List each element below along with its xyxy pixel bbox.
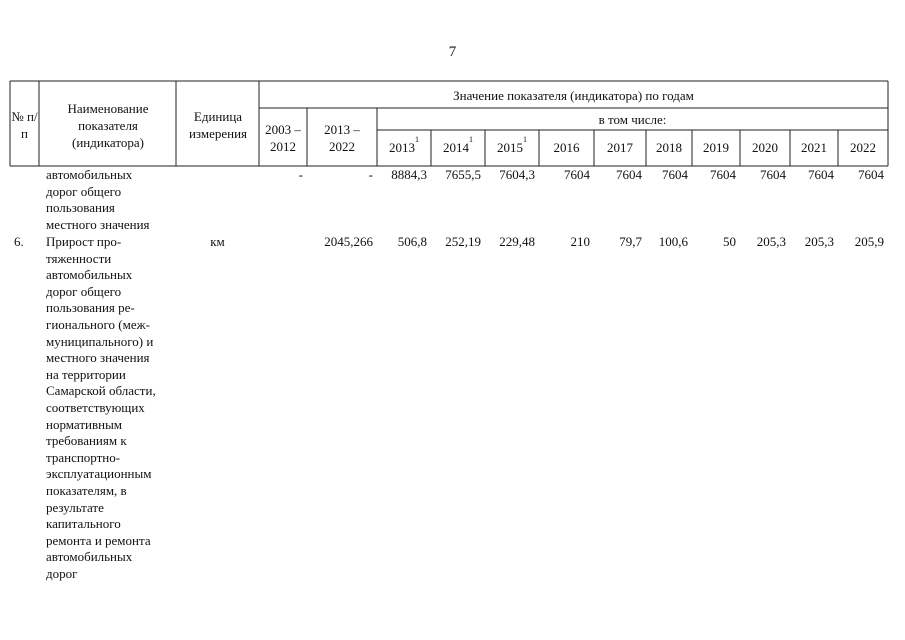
name-line: на территории	[46, 366, 126, 382]
row-6-name	[46, 234, 156, 582]
row-6-range2: 2045,266	[324, 234, 373, 249]
name-line: тяженности	[46, 250, 112, 266]
page-number: 7	[448, 44, 457, 60]
value-cell-2018: 100,6	[658, 234, 688, 249]
year-header-2015: 2015$^1$	[497, 134, 527, 155]
year-header-2019: 2019	[703, 140, 729, 155]
name-line: соответствующих	[46, 399, 145, 415]
name-line: Прирост про-	[46, 234, 122, 249]
header-indicator-name: Наименование показателя (индикатора)	[67, 101, 149, 150]
row-continuation-range2: -	[368, 167, 373, 182]
name-line: автомобильных	[46, 549, 133, 565]
footnote-mark: 1	[523, 134, 527, 144]
year-header-2021: 2021	[801, 140, 827, 155]
header-range-2003-2012: 2003 – 2012	[265, 122, 301, 154]
value-cell-2021: 205,3	[804, 234, 834, 249]
value-cell-2016: 210	[570, 234, 590, 249]
year-header-2020: 2020	[752, 140, 778, 155]
name-line: гионального (меж-	[46, 316, 150, 332]
value-cell-2019: 7604	[710, 167, 736, 182]
value-cell-2016: 7604	[564, 167, 590, 182]
value-cell-2014: 252,19	[445, 234, 481, 249]
value-cell-2015: 229,48	[499, 234, 535, 249]
name-line: дорог общего	[46, 183, 122, 199]
name-line: требованиям к	[46, 433, 127, 449]
name-line: эксплуатационным	[46, 466, 152, 482]
value-cell-2014: 7655,5	[445, 167, 481, 182]
year-header-2022: 2022	[850, 140, 876, 155]
year-header-2014: 2014$^1$	[443, 134, 473, 155]
value-cell-2020: 205,3	[756, 234, 786, 249]
value-cell-2019: 50	[723, 234, 736, 249]
value-cell-2022: 205,9	[854, 234, 884, 249]
header-including: в том числе:	[598, 112, 667, 127]
name-line: результате	[46, 499, 104, 515]
name-line: пользования	[46, 200, 115, 216]
header-number: № п/п	[11, 109, 38, 141]
name-line: капитального	[46, 516, 121, 532]
row-6-number: 6.	[14, 234, 24, 249]
name-line: нормативным	[46, 416, 123, 432]
footnote-mark: 1	[415, 134, 419, 144]
name-line: дорог общего	[46, 283, 122, 299]
name-line: муниципального) и	[46, 333, 154, 349]
name-line: транспортно-	[46, 449, 121, 465]
name-line: Самарской области,	[46, 383, 156, 399]
name-line: пользования ре-	[46, 300, 135, 316]
name-line: автомобильных	[46, 167, 133, 182]
header-values-by-year: Значение показателя (индикатора) по годам	[453, 88, 694, 103]
year-header-2018: 2018	[656, 140, 682, 155]
name-line: дорог	[46, 565, 78, 581]
value-cell-2020: 7604	[760, 167, 786, 182]
name-line: показателям, в	[46, 482, 127, 498]
row-continuation-range1: -	[298, 167, 303, 182]
value-cell-2013: 8884,3	[391, 167, 427, 182]
value-cell-2013: 506,8	[397, 234, 427, 249]
value-cell-2015: 7604,3	[499, 167, 535, 182]
name-line: ремонта и ремонта	[46, 532, 151, 548]
row-6-unit: км	[210, 234, 225, 249]
row-continuation-name	[46, 167, 150, 233]
year-header-2016: 2016	[553, 140, 580, 155]
footnote-mark: 1	[469, 134, 473, 144]
value-cell-2021: 7604	[808, 167, 834, 182]
name-line: автомобильных	[46, 267, 133, 283]
value-cell-2017: 7604	[616, 167, 642, 182]
value-cell-2022: 7604	[858, 167, 884, 182]
year-header-2017: 2017	[607, 140, 633, 155]
header-unit: Единица измерения	[188, 109, 248, 141]
name-line: местного значения	[46, 350, 150, 366]
name-line: местного значения	[46, 216, 150, 232]
value-cell-2018: 7604	[662, 167, 688, 182]
header-range-2013-2022: 2013 – 2022	[324, 122, 360, 154]
year-header-2013: 2013$^1$	[389, 134, 419, 155]
value-cell-2017: 79,7	[619, 234, 642, 249]
